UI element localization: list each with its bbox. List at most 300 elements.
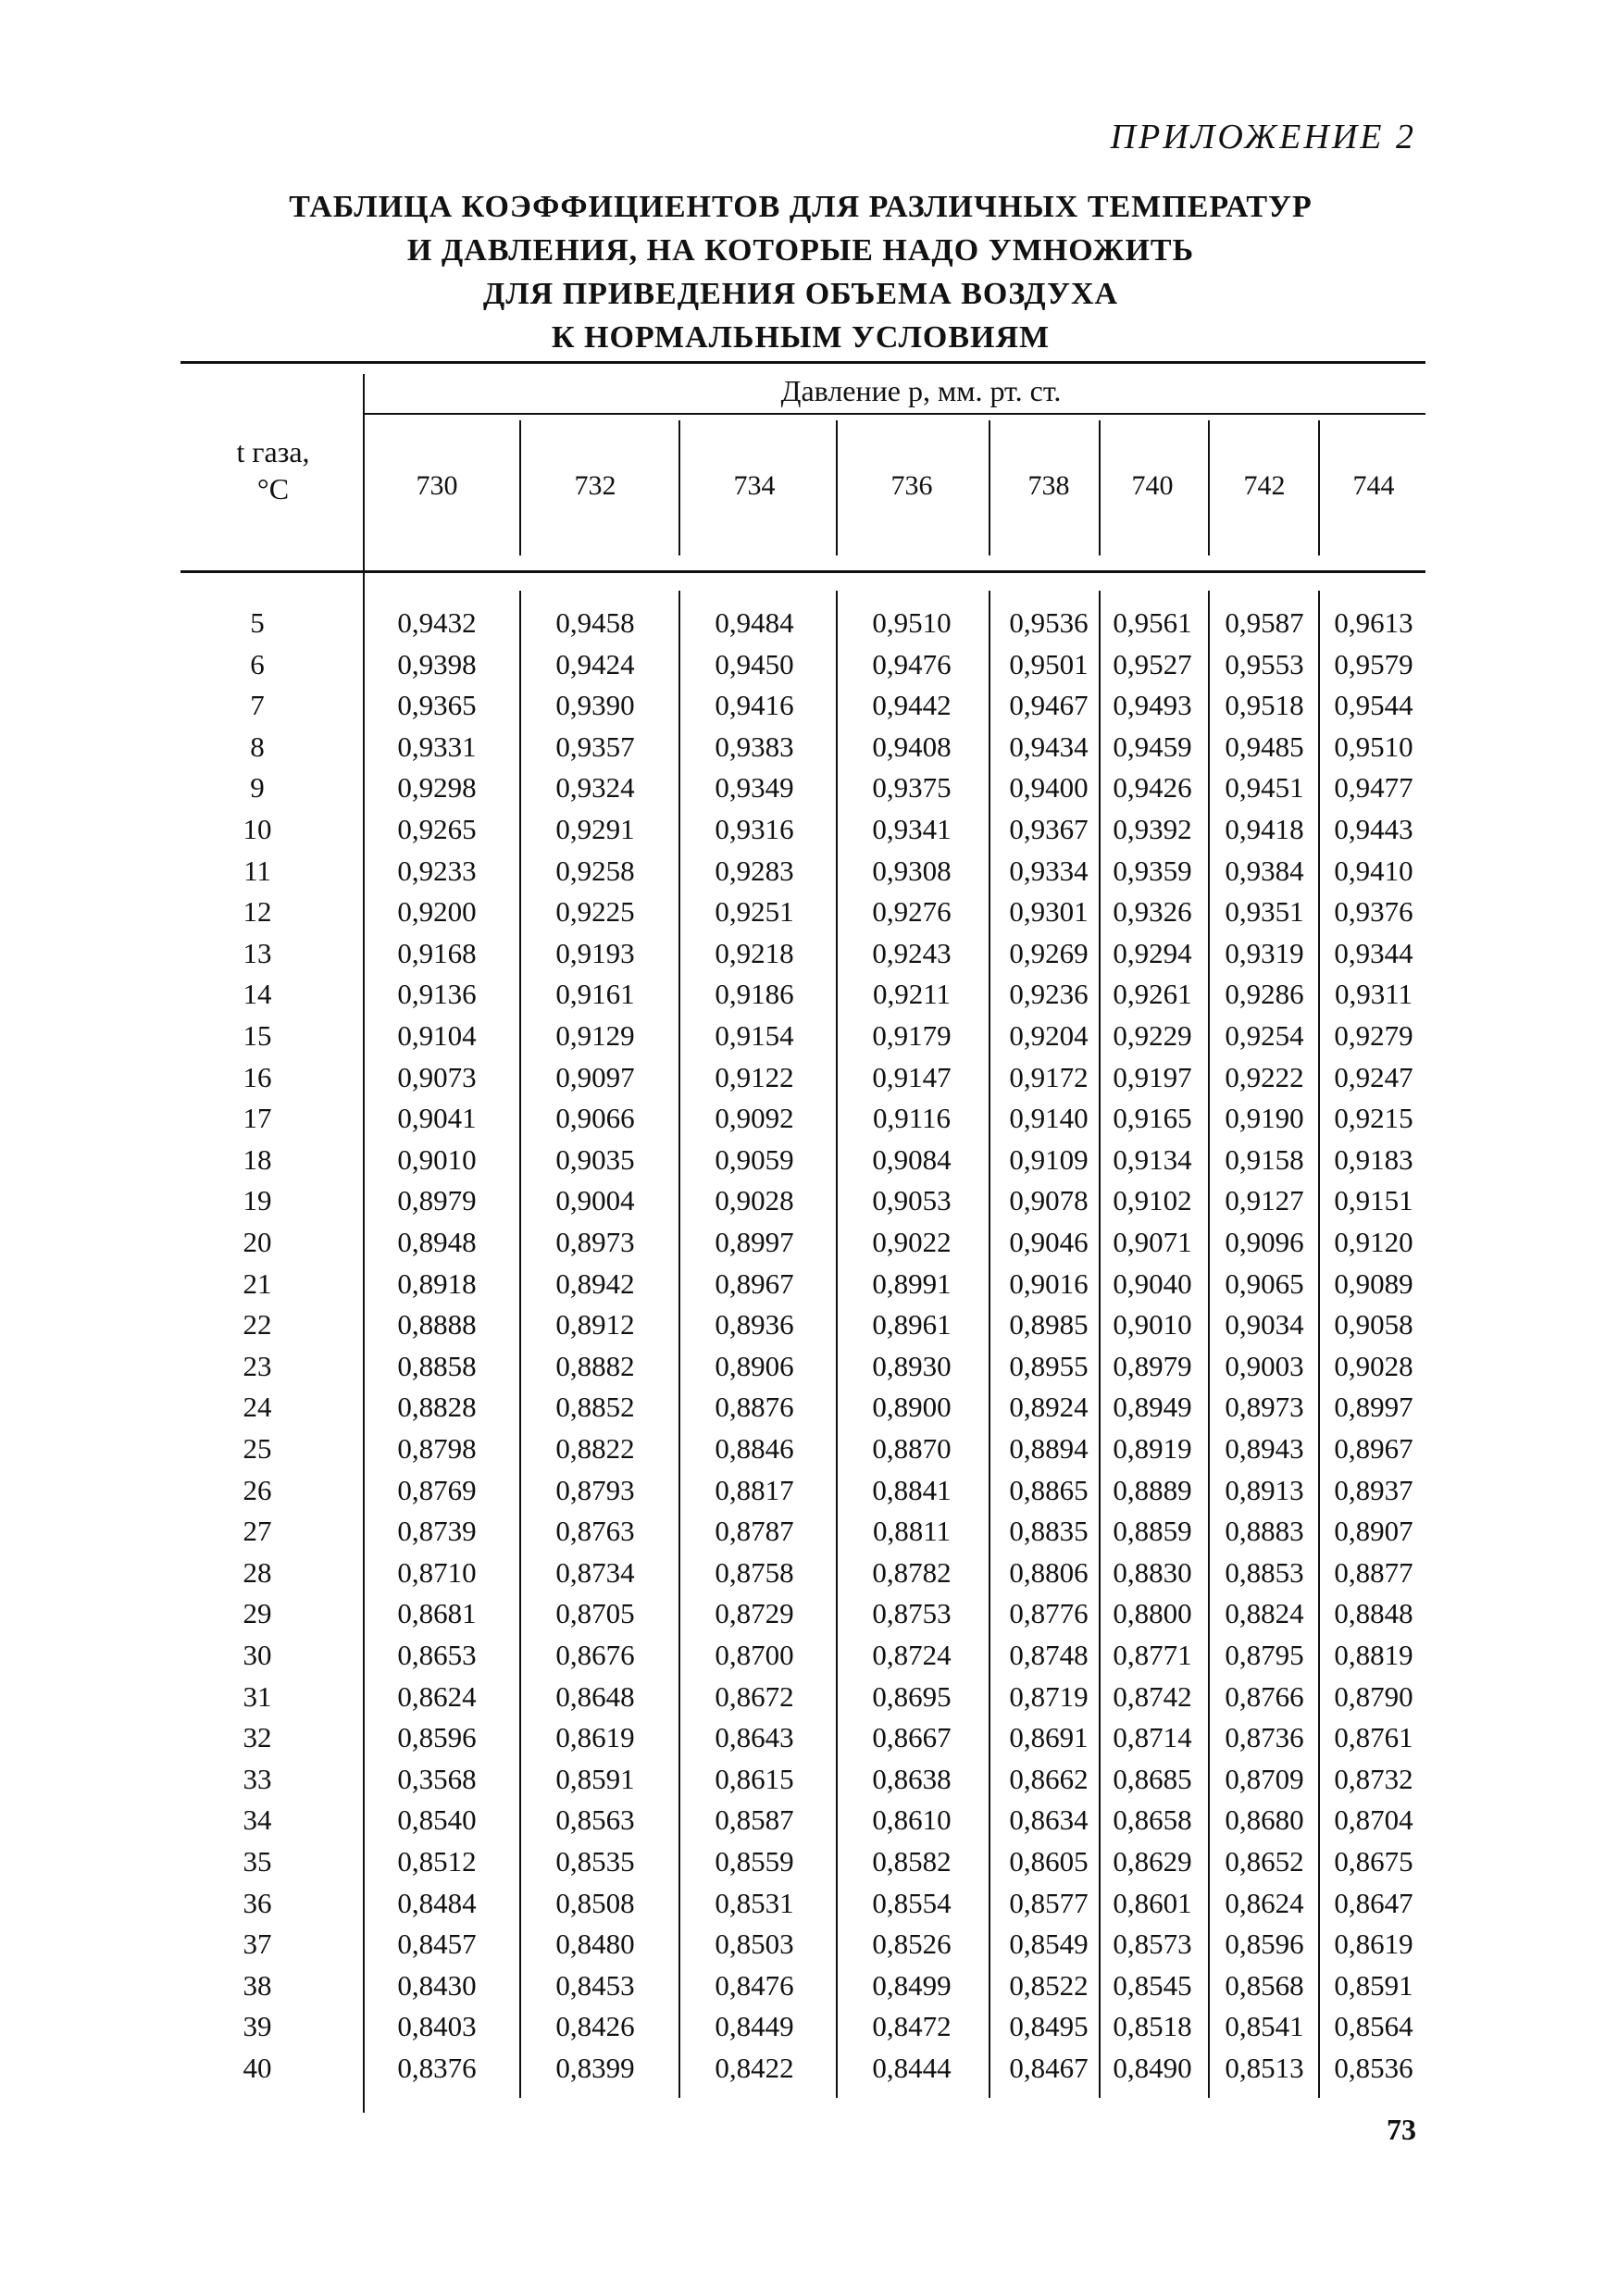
coefficient-cell: 0,9334: [1009, 854, 1089, 887]
coefficient-cell: 0,8882: [555, 1349, 635, 1382]
coefficient-cell: 0,9384: [1225, 854, 1304, 887]
coefficient-cell: 0,9066: [555, 1102, 635, 1135]
page-title: [185, 185, 1416, 359]
column-divider: [1208, 591, 1210, 2098]
temperature-cell: 32: [243, 1721, 272, 1754]
coefficient-cell: 0,8540: [397, 1803, 477, 1837]
temperature-header-label: t газа,: [236, 435, 310, 468]
coefficient-cell: 0,8629: [1113, 1845, 1192, 1878]
coefficient-cell: 0,8787: [715, 1515, 794, 1548]
coefficient-cell: 0,8700: [715, 1639, 794, 1671]
coefficient-cell: 0,8763: [555, 1515, 635, 1548]
column-divider: [1099, 420, 1101, 555]
coefficient-cell: 0,8535: [555, 1845, 635, 1878]
coefficient-cell: 0,9613: [1334, 606, 1413, 639]
coefficient-cell: 0,9326: [1113, 895, 1192, 929]
coefficient-cell: 0,9408: [872, 730, 952, 763]
coefficient-cell: 0,8942: [555, 1267, 635, 1300]
column-header: 740: [1131, 470, 1174, 501]
coefficient-cell: 0,8705: [555, 1597, 635, 1630]
coefficient-cell: 0,9484: [715, 606, 794, 639]
column-divider: [989, 420, 990, 555]
temperature-cell: 35: [243, 1845, 272, 1878]
title-line: И ДАВЛЕНИЯ, НА КОТОРЫЕ НАДО УМНОЖИТЬ: [406, 233, 1195, 268]
coefficient-cell: 0,9269: [1009, 936, 1089, 969]
coefficient-cell: 0,9485: [1225, 730, 1304, 763]
coefficient-cell: 0,8476: [715, 1968, 794, 2002]
coefficient-cell: 0,9035: [555, 1142, 635, 1176]
temperature-cell: 26: [243, 1473, 272, 1506]
column-header: 742: [1243, 470, 1286, 501]
coefficient-cell: 0,9536: [1009, 606, 1089, 639]
coefficient-cell: 0,8472: [872, 2010, 952, 2043]
column-divider: [519, 420, 521, 555]
coefficient-cell: 0,8573: [1113, 1928, 1192, 1961]
coefficient-cell: 0,8545: [1113, 1968, 1192, 2002]
coefficient-cell: 0,8979: [1113, 1349, 1192, 1382]
coefficient-cell: 0,9476: [872, 647, 952, 680]
coefficient-cell: 0,9443: [1334, 813, 1413, 845]
coefficient-cell: 0,8495: [1009, 2010, 1089, 2043]
coefficient-cell: 0,8480: [555, 1928, 635, 1961]
coefficient-cell: 0,8979: [397, 1184, 477, 1217]
coefficient-cell: 0,8587: [715, 1803, 794, 1837]
coefficient-cell: 0,8605: [1009, 1845, 1089, 1878]
temperature-cell: 24: [243, 1391, 272, 1424]
coefficient-cell: 0,8549: [1009, 1928, 1089, 1961]
coefficient-cell: 0,9010: [1113, 1308, 1192, 1341]
coefficient-cell: 0,9097: [555, 1060, 635, 1093]
coefficient-cell: 0,9243: [872, 936, 952, 969]
coefficient-cell: 0,8643: [715, 1721, 794, 1754]
temperature-cell: 38: [243, 1968, 272, 2002]
coefficient-cell: 0,8695: [872, 1679, 952, 1713]
column-header: 736: [890, 470, 933, 501]
coefficient-cell: 0,9265: [397, 813, 477, 845]
coefficient-cell: 0,8870: [872, 1432, 952, 1465]
coefficient-cell: 0,9493: [1113, 689, 1192, 722]
coefficient-cell: 0,9140: [1009, 1102, 1089, 1135]
coefficient-cell: 0,9510: [872, 606, 952, 639]
coefficient-cell: 0,9154: [715, 1019, 794, 1052]
column-header: 730: [416, 470, 458, 501]
temperature-column-header: [180, 433, 366, 507]
coefficient-cell: 0,9116: [872, 1102, 952, 1135]
temperature-cell: 33: [243, 1762, 272, 1795]
temperature-cell: 16: [243, 1060, 272, 1093]
coefficient-cell: 0,8719: [1009, 1679, 1089, 1713]
coefficient-cell: 0,9004: [555, 1184, 635, 1217]
coefficient-cell: 0,9286: [1225, 978, 1304, 1011]
coefficient-cell: 0,8563: [555, 1803, 635, 1837]
coefficient-cell: 0,8376: [397, 2052, 477, 2084]
coefficient-cell: 0,9078: [1009, 1184, 1089, 1217]
coefficient-cell: 0,8426: [555, 2010, 635, 2043]
coefficient-cell: 0,9298: [397, 771, 477, 805]
coefficient-cell: 0,9028: [715, 1184, 794, 1217]
coefficient-cell: 0,8824: [1225, 1597, 1304, 1630]
coefficient-cell: 0,8672: [715, 1679, 794, 1713]
coefficient-cell: 0,8758: [715, 1555, 794, 1589]
coefficient-cell: 0,8714: [1113, 1721, 1192, 1754]
coefficient-cell: 0,8793: [555, 1473, 635, 1506]
coefficient-cell: 0,8900: [872, 1391, 952, 1424]
coefficient-cell: 0,9229: [1113, 1019, 1192, 1052]
coefficient-cell: 0,8619: [1334, 1928, 1413, 1961]
coefficient-cell: 0,9053: [872, 1184, 952, 1217]
coefficient-cell: 0,8973: [555, 1226, 635, 1258]
coefficient-cell: 0,9258: [555, 854, 635, 887]
coefficient-cell: 0,8877: [1334, 1555, 1413, 1589]
coefficient-cell: 0,8619: [555, 1721, 635, 1754]
coefficient-cell: 0,8624: [397, 1679, 477, 1713]
temperature-cell: 15: [243, 1019, 272, 1052]
coefficient-cell: 0,9587: [1225, 606, 1304, 639]
coefficient-cell: 0,9311: [1334, 978, 1413, 1011]
coefficient-cell: 0,8675: [1334, 1845, 1413, 1878]
coefficient-cell: 0,8961: [872, 1308, 952, 1341]
coefficient-cell: 0,8876: [715, 1391, 794, 1424]
coefficient-cell: 0,8399: [555, 2052, 635, 2084]
coefficient-cell: 0,8819: [1334, 1639, 1413, 1671]
coefficient-cell: 0,9168: [397, 936, 477, 969]
coefficient-cell: 0,8811: [872, 1515, 952, 1548]
coefficient-cell: 0,8724: [872, 1639, 952, 1671]
coefficient-cell: 0,8817: [715, 1473, 794, 1506]
appendix-label: ПРИЛОЖЕНИЕ 2: [1110, 118, 1416, 156]
coefficient-cell: 0,8830: [1113, 1555, 1192, 1589]
coefficient-cell: 0,8859: [1113, 1515, 1192, 1548]
column-divider: [836, 420, 838, 555]
coefficient-cell: 0,8503: [715, 1928, 794, 1961]
coefficient-cell: 0,8918: [397, 1267, 477, 1300]
coefficient-cell: 0,8653: [397, 1639, 477, 1671]
coefficient-cell: 0,9120: [1334, 1226, 1413, 1258]
coefficient-cell: 0,8624: [1225, 1886, 1304, 1919]
coefficient-cell: 0,8800: [1113, 1597, 1192, 1630]
coefficient-cell: 0,8907: [1334, 1515, 1413, 1548]
temperature-cell: 30: [243, 1639, 272, 1671]
coefficient-cell: 0,8422: [715, 2052, 794, 2084]
temperature-cell: 37: [243, 1928, 272, 1961]
coefficient-cell: 0,8852: [555, 1391, 635, 1424]
coefficient-cell: 0,9254: [1225, 1019, 1304, 1052]
coefficient-cell: 0,8748: [1009, 1639, 1089, 1671]
coefficient-cell: 0,9127: [1225, 1184, 1304, 1217]
temperature-cell: 29: [243, 1597, 272, 1630]
coefficient-cell: 0,9122: [715, 1060, 794, 1093]
coefficient-cell: 0,9109: [1009, 1142, 1089, 1176]
coefficient-cell: 0,9451: [1225, 771, 1304, 805]
coefficient-cell: 0,9367: [1009, 813, 1089, 845]
coefficient-cell: 0,8610: [872, 1803, 952, 1837]
temperature-cell: 20: [243, 1226, 272, 1258]
coefficient-cell: 0,8924: [1009, 1391, 1089, 1424]
coefficient-cell: 0,9236: [1009, 978, 1089, 1011]
coefficient-cell: 0,9261: [1113, 978, 1192, 1011]
coefficient-cell: 0,9233: [397, 854, 477, 887]
coefficient-cell: 0,8522: [1009, 1968, 1089, 2002]
coefficient-cell: 0,9544: [1334, 689, 1413, 722]
temperature-cell: 31: [243, 1679, 272, 1713]
coefficient-cell: 0,9316: [715, 813, 794, 845]
title-line: ДЛЯ ПРИВЕДЕНИЯ ОБЪЕМА ВОЗДУХА: [482, 277, 1119, 311]
coefficient-cell: 0,8662: [1009, 1762, 1089, 1795]
coefficient-cell: 0,8997: [715, 1226, 794, 1258]
coefficient-cell: 0,9349: [715, 771, 794, 805]
coefficient-cell: 0,8638: [872, 1762, 952, 1795]
coefficient-cell: 0,9040: [1113, 1267, 1192, 1300]
coefficient-cell: 0,9010: [397, 1142, 477, 1176]
coefficient-cell: 0,8766: [1225, 1679, 1304, 1713]
coefficient-cell: 0,8782: [872, 1555, 952, 1589]
coefficient-cell: 0,9172: [1009, 1060, 1089, 1093]
temperature-cell: 7: [250, 689, 265, 722]
coefficient-cell: 0,8865: [1009, 1473, 1089, 1506]
coefficient-cell: 0,8710: [397, 1555, 477, 1589]
coefficient-cell: 0,9308: [872, 854, 952, 887]
coefficient-cell: 0,9383: [715, 730, 794, 763]
coefficient-cell: 0,9046: [1009, 1226, 1089, 1258]
coefficient-cell: 0,9179: [872, 1019, 952, 1052]
coefficient-cell: 0,9129: [555, 1019, 635, 1052]
coefficient-cell: 0,8691: [1009, 1721, 1089, 1754]
temperature-cell: 9: [250, 771, 265, 805]
coefficient-cell: 0,9410: [1334, 854, 1413, 887]
title-line: К НОРМАЛЬНЫМ УСЛОВИЯМ: [551, 320, 1051, 355]
coefficient-cell: 0,8991: [872, 1267, 952, 1300]
coefficient-cell: 0,8906: [715, 1349, 794, 1382]
coefficient-cell: 0,8949: [1113, 1391, 1192, 1424]
coefficient-cell: 0,9432: [397, 606, 477, 639]
coefficient-cell: 0,8936: [715, 1308, 794, 1341]
coefficient-cell: 0,9102: [1113, 1184, 1192, 1217]
pressure-header: Давление p, мм. рт. ст.: [780, 374, 1062, 407]
coefficient-cell: 0,8559: [715, 1845, 794, 1878]
coefficient-cell: 0,8518: [1113, 2010, 1192, 2043]
coefficient-cell: 0,9279: [1334, 1019, 1413, 1052]
coefficient-cell: 0,9301: [1009, 895, 1089, 929]
coefficient-cell: 0,8937: [1334, 1473, 1413, 1506]
column-header: 738: [1027, 470, 1070, 501]
coefficient-cell: 0,9283: [715, 854, 794, 887]
column-divider: [989, 591, 990, 2098]
coefficient-cell: 0,9134: [1113, 1142, 1192, 1176]
column-divider: [1099, 591, 1101, 2098]
coefficient-cell: 0,8582: [872, 1845, 952, 1878]
coefficient-cell: 0,9073: [397, 1060, 477, 1093]
coefficient-cell: 0,8771: [1113, 1639, 1192, 1671]
coefficient-cell: 0,9225: [555, 895, 635, 929]
coefficient-cell: 0,8919: [1113, 1432, 1192, 1465]
coefficient-cell: 0,9065: [1225, 1267, 1304, 1300]
temperature-cell: 6: [250, 647, 265, 680]
coefficient-cell: 0,9028: [1334, 1349, 1413, 1382]
coefficient-cell: 0,9418: [1225, 813, 1304, 845]
coefficient-cell: 0,8577: [1009, 1886, 1089, 1919]
coefficient-cell: 0,9165: [1113, 1102, 1192, 1135]
coefficient-cell: 0,8853: [1225, 1555, 1304, 1589]
coefficient-cell: 0,9276: [872, 895, 952, 929]
coefficient-cell: 0,8531: [715, 1886, 794, 1919]
coefficient-cell: 0,8753: [872, 1597, 952, 1630]
coefficient-cell: 0,9319: [1225, 936, 1304, 969]
temperature-cell: 19: [243, 1184, 272, 1217]
coefficient-cell: 0,9136: [397, 978, 477, 1011]
coefficient-cell: 0,8658: [1113, 1803, 1192, 1837]
pressure-header-rule: [363, 413, 1425, 415]
coefficient-cell: 0,8680: [1225, 1803, 1304, 1837]
coefficient-cell: 0,8761: [1334, 1721, 1413, 1754]
temperature-cell: 40: [243, 2052, 272, 2084]
temperature-cell: 10: [243, 813, 272, 845]
coefficient-cell: 0,9183: [1334, 1142, 1413, 1176]
coefficient-cell: 0,9331: [397, 730, 477, 763]
coefficient-cell: 0,9357: [555, 730, 635, 763]
coefficient-cell: 0,8736: [1225, 1721, 1304, 1754]
coefficient-cell: 0,8591: [1334, 1968, 1413, 2002]
temperature-cell: 23: [243, 1349, 272, 1382]
coefficient-cell: 0,8615: [715, 1762, 794, 1795]
coefficient-cell: 0,9527: [1113, 647, 1192, 680]
coefficient-cell: 0,8776: [1009, 1597, 1089, 1630]
coefficient-cell: 0,8490: [1113, 2052, 1192, 2084]
coefficient-cell: 0,9200: [397, 895, 477, 929]
coefficient-cell: 0,8729: [715, 1597, 794, 1630]
coefficient-cell: 0,9553: [1225, 647, 1304, 680]
coefficient-cell: 0,8798: [397, 1432, 477, 1465]
temperature-cell: 36: [243, 1886, 272, 1919]
coefficient-cell: 0,8894: [1009, 1432, 1089, 1465]
coefficient-cell: 0,8848: [1334, 1597, 1413, 1630]
coefficient-cell: 0,9104: [397, 1019, 477, 1052]
column-divider: [678, 591, 680, 2098]
temperature-cell: 22: [243, 1308, 272, 1341]
coefficient-cell: 0,8403: [397, 2010, 477, 2043]
coefficient-cell: 0,9034: [1225, 1308, 1304, 1341]
coefficient-cell: 0,9190: [1225, 1102, 1304, 1135]
coefficient-cell: 0,8883: [1225, 1515, 1304, 1548]
coefficient-cell: 0,8536: [1334, 2052, 1413, 2084]
coefficient-cell: 0,8512: [397, 1845, 477, 1878]
coefficient-cell: 0,8634: [1009, 1803, 1089, 1837]
temperature-cell: 28: [243, 1555, 272, 1589]
coefficient-cell: 0,9041: [397, 1102, 477, 1135]
coefficient-cell: 0,9294: [1113, 936, 1192, 969]
temperature-cell: 11: [243, 854, 271, 887]
temperature-cell: 17: [243, 1102, 272, 1135]
coefficient-cell: 0,8652: [1225, 1845, 1304, 1878]
coefficient-cell: 0,9071: [1113, 1226, 1192, 1258]
coefficient-cell: 0,9510: [1334, 730, 1413, 763]
coefficient-cell: 0,9501: [1009, 647, 1089, 680]
coefficient-cell: 0,8943: [1225, 1432, 1304, 1465]
coefficient-cell: 0,9344: [1334, 936, 1413, 969]
coefficient-cell: 0,9218: [715, 936, 794, 969]
coefficient-cell: 0,8967: [1334, 1432, 1413, 1465]
coefficient-cell: 0,9341: [872, 813, 952, 845]
temperature-cell: 18: [243, 1142, 272, 1176]
coefficient-cell: 0,8596: [397, 1721, 477, 1754]
coefficient-cell: 0,9351: [1225, 895, 1304, 929]
coefficient-cell: 0,9442: [872, 689, 952, 722]
temperature-cell: 14: [243, 978, 272, 1011]
page-number: 73: [1387, 2113, 1416, 2146]
coefficient-cell: 0,3568: [397, 1762, 477, 1795]
coefficient-cell: 0,9398: [397, 647, 477, 680]
coefficient-cell: 0,8568: [1225, 1968, 1304, 2002]
title-line: ТАБЛИЦА КОЭФФИЦИЕНТОВ ДЛЯ РАЗЛИЧНЫХ ТЕМПЕРАТУР: [289, 190, 1313, 224]
coefficient-cell: 0,9193: [555, 936, 635, 969]
coefficient-cell: 0,9215: [1334, 1102, 1413, 1135]
coefficient-cell: 0,9089: [1334, 1267, 1413, 1300]
coefficient-cell: 0,8955: [1009, 1349, 1089, 1382]
temperature-cell: 5: [250, 606, 265, 639]
coefficient-cell: 0,9158: [1225, 1142, 1304, 1176]
coefficient-cell: 0,9197: [1113, 1060, 1192, 1093]
coefficient-cell: 0,9058: [1334, 1308, 1413, 1341]
coefficient-cell: 0,8997: [1334, 1391, 1413, 1424]
coefficient-cell: 0,8444: [872, 2052, 952, 2084]
coefficient-cell: 0,9424: [555, 647, 635, 680]
coefficient-cell: 0,8841: [872, 1473, 952, 1506]
temperature-cell: 8: [250, 730, 265, 763]
column-divider: [1318, 591, 1320, 2098]
coefficient-cell: 0,9084: [872, 1142, 952, 1176]
coefficient-cell: 0,8912: [555, 1308, 635, 1341]
coefficient-cell: 0,8685: [1113, 1762, 1192, 1795]
coefficient-cell: 0,8508: [555, 1886, 635, 1919]
coefficient-cell: 0,8806: [1009, 1555, 1089, 1589]
column-divider: [836, 591, 838, 2098]
coefficient-cell: 0,8858: [397, 1349, 477, 1382]
coefficient-cell: 0,8835: [1009, 1515, 1089, 1548]
coefficient-cell: 0,8499: [872, 1968, 952, 2002]
coefficient-cell: 0,9147: [872, 1060, 952, 1093]
coefficient-cell: 0,9204: [1009, 1019, 1089, 1052]
coefficient-cell: 0,8601: [1113, 1886, 1192, 1919]
column-divider: [1208, 420, 1210, 555]
coefficient-cell: 0,8704: [1334, 1803, 1413, 1837]
coefficient-cell: 0,9579: [1334, 647, 1413, 680]
coefficient-cell: 0,9151: [1334, 1184, 1413, 1217]
coefficient-cell: 0,8647: [1334, 1886, 1413, 1919]
coefficient-cell: 0,9247: [1334, 1060, 1413, 1093]
coefficient-cell: 0,9459: [1113, 730, 1192, 763]
coefficient-cell: 0,9161: [555, 978, 635, 1011]
coefficient-cell: 0,8709: [1225, 1762, 1304, 1795]
coefficient-cell: 0,9222: [1225, 1060, 1304, 1093]
temperature-cell: 12: [243, 895, 272, 929]
coefficient-cell: 0,8467: [1009, 2052, 1089, 2084]
coefficient-cell: 0,8541: [1225, 2010, 1304, 2043]
coefficient-cell: 0,9003: [1225, 1349, 1304, 1382]
coefficient-cell: 0,9359: [1113, 854, 1192, 887]
coefficient-cell: 0,9186: [715, 978, 794, 1011]
temperature-cell: 27: [243, 1515, 272, 1548]
coefficient-cell: 0,8457: [397, 1928, 477, 1961]
coefficient-cell: 0,8930: [872, 1349, 952, 1382]
coefficient-cell: 0,8985: [1009, 1308, 1089, 1341]
coefficient-cell: 0,8676: [555, 1639, 635, 1671]
temperature-cell: 39: [243, 2010, 272, 2043]
coefficient-cell: 0,8795: [1225, 1639, 1304, 1671]
coefficient-cell: 0,8973: [1225, 1391, 1304, 1424]
coefficient-cell: 0,9416: [715, 689, 794, 722]
coefficient-cell: 0,8734: [555, 1555, 635, 1589]
coefficient-cell: 0,9400: [1009, 771, 1089, 805]
coefficient-cell: 0,9392: [1113, 813, 1192, 845]
